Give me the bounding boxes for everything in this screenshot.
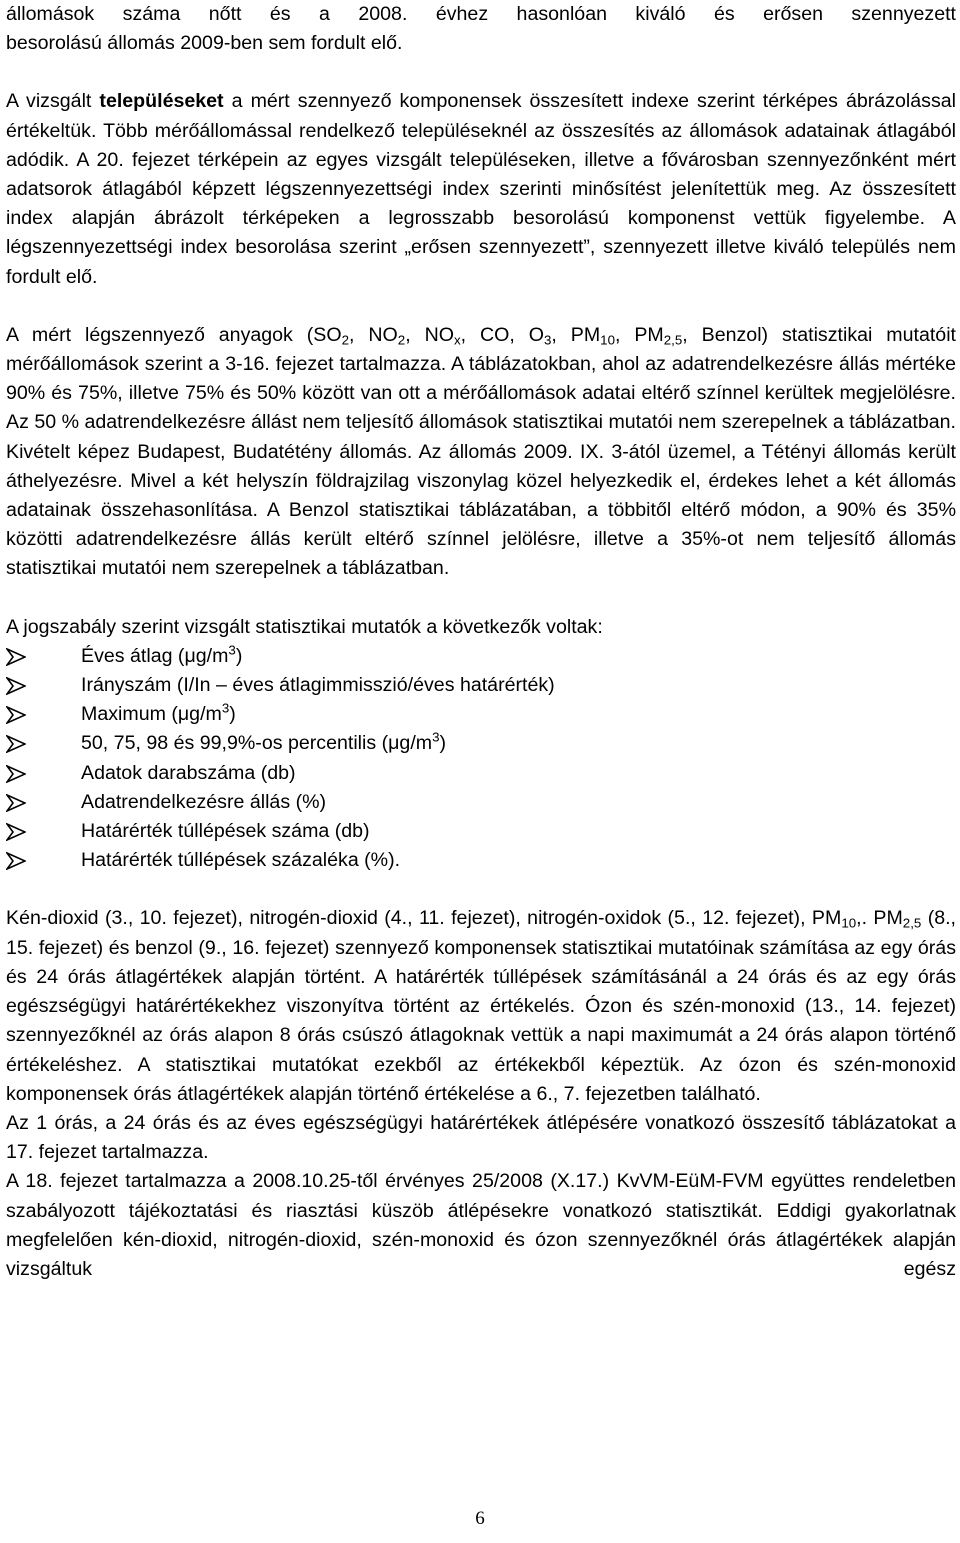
paragraph-settlements: A vizsgált településeket a mért szennyező komponensek összesített indexe szerint térképes ábrázolással értékeltük. Több mérőállomással rendelkező településeknél az összesítés az állomások adatainak átlagából adódik. A 20. fejezet térképein az egyes vizsgált településeken, illetve a fővárosban szennyezőnként mért adatsorok átlagából képzett légszennyezettségi index szerinti minősítést jelenítettük meg. Az összesített index alapján ábrázolt térképeken a legrosszabb besorolású komponenst vettük figyelembe. A légszennyezettségi index besorolása szerint „erősen szennyezett”, szennyezett illetve kiváló település nem fordult elő. xyxy=(6,90,956,288)
list-intro: A jogszabály szerint vizsgált statisztikai mutatók a következők voltak: xyxy=(6,615,603,638)
list-item: Adatok darabszáma (db) xyxy=(6,759,956,788)
paragraph-pollutants: A mért légszennyező anyagok ($SO_2$, $NO_2$, $NO_x$, CO, $O_3$, $PM_{10}$, $PM_{2,5}$, Benzol) statisztikai mutatóit mérőállomások szerint a 3-16. fejezet tartalmazza. A táblázatokban, ahol az adatrendelkezésre állás mértéke 90% és 75%, illetve 75% és 50% között van ott a mérőállomások adatai eltérő színnel kerültek megjelölésre. Az 50 % adatrendelkezésre állást nem teljesítő állomások statisztikai mutatói nem szerepelnek a táblázatban. Kivételt képez Budapest, Budatétény állomás. Az állomás 2009. IX. 3-ától üzemel, a Tétényi állomás került áthelyezésre. Mivel a két helyszín földrajzilag viszonylag közel helyezkedik el, érdekes lehet a két állomás adatainak összehasonlítása. A Benzol statisztikai táblázatában, a többitől eltérő módon, a 90% és 35% közötti adatrendelkezésre állás került eltérő színnel jelölésre, illetve a 35%-ot nem teljesítő állomás statisztikai mutatói nem szerepelnek a táblázatban. xyxy=(6,323,956,580)
page-number: 6 xyxy=(475,1508,485,1529)
list-item: Adatrendelkezésre állás (%) xyxy=(6,788,956,817)
paragraph-components: Kén-dioxid (3., 10. fejezet), nitrogén-dioxid (4., 11. fejezet), nitrogén-oxidok (5., 12. fejezet), $PM_{10}$,. $PM_{2,5}$ (8., 15. fejezet) és benzol (9., 16. fejezet) szennyező komponensek statisztikai mutatóinak számítása az egy órás és 24 órás átlagértékek alapján történt. A határérték túllépések számításánál a 24 órás és az egy órás egészségügyi határértékekhez viszonyítva történt az értékelés. Ózon és szén-monoxid (13., 14. fejezet) szennyezőknél az órás alapon 8 órás csúszó átlagoknak vettük a napi maximumát a 24 órás alapon történő értékeléshez. A statisztikai mutatókat ezekből az értékekből képeztük. Az ózon és szén-monoxid komponensek órás átlagértékek alapján történő értékelése a 6., 7. fejezetben található. xyxy=(6,907,957,1105)
arrowhead-bullet-icon xyxy=(6,648,26,666)
paragraph-gap xyxy=(6,875,956,904)
arrowhead-bullet-icon xyxy=(6,823,26,841)
paragraph-gap xyxy=(6,584,956,613)
list-item: Irányszám (I/In – éves átlagimmisszió/éves határérték) xyxy=(6,671,956,700)
arrowhead-bullet-icon xyxy=(6,794,26,812)
list-item: Maximum $(\mu g/m^3)$ xyxy=(6,700,956,729)
list-item: Határérték túllépések százaléka (%). xyxy=(6,846,956,875)
bold-term: településeket xyxy=(99,90,224,113)
arrowhead-bullet-icon xyxy=(6,706,26,724)
paragraph-summary-tables: Az 1 órás, a 24 órás és az éves egészségügyi határértékek átlépésére vonatkozó összesítő táblázatokat a 17. fejezet tartalmazza. xyxy=(6,1111,956,1164)
paragraph-continuation-end: besorolású állomás 2009-ben sem fordult elő. xyxy=(6,32,403,55)
list-item: Éves átlag $(\mu g/m^3)$ xyxy=(6,642,956,671)
paragraph-gap xyxy=(6,58,956,87)
list-item: 50, 75, 98 és 99,9%-os percentilis $(\mu g/m^3)$ xyxy=(6,729,956,758)
statistical-indicators-list xyxy=(6,642,956,876)
paragraph-thresholds: A 18. fejezet tartalmazza a 2008.10.25-től érvényes 25/2008 (X.17.) KvVM-EüM-FVM együttes rendeletben szabályozott tájékoztatási és riasztási küszöb átlépésekre vonatkozó statisztikát. Eddigi gyakorlatnak megfelelően kén-dioxid, nitrogén-dioxid, szén-monoxid és ózon szennyezőknél órás átlagértékek alapján vizsgáltuk egész xyxy=(6,1170,956,1280)
list-item: Határérték túllépések száma (db) xyxy=(6,817,956,846)
arrowhead-bullet-icon xyxy=(6,765,26,783)
arrowhead-bullet-icon xyxy=(6,852,26,870)
paragraph-continuation: állomások száma nőtt és a 2008. évhez hasonlóan kiváló és erősen szennyezett xyxy=(6,3,956,25)
paragraph-gap xyxy=(6,292,956,321)
document-body xyxy=(6,0,956,1284)
arrowhead-bullet-icon xyxy=(6,677,26,695)
arrowhead-bullet-icon xyxy=(6,735,26,753)
